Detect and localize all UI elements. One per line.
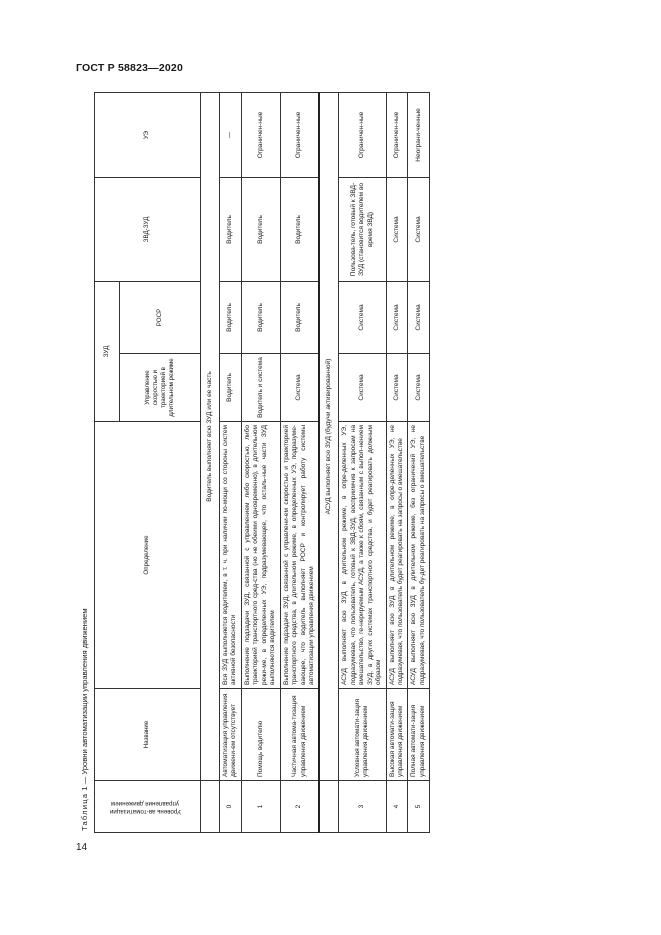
section-spacer	[319, 781, 339, 833]
col-header-ue: УЭ	[95, 92, 201, 177]
cell-definition: Выполнение подзадачи ЗУД, связанной с управлением либо скоростью, либо траекторией транспортного сред-ства (но не обеими одновременно), в длительном режи-ме, в определенных УЭ, подразумевающее, что осталь-ные части ЗУД выполняются водителем	[241, 422, 280, 689]
table-row	[220, 92, 242, 832]
cell-name: Высокая автомати-зация управления движением	[386, 689, 408, 781]
cell-name: Полная автомати-зация управления движением	[408, 689, 430, 781]
cell-zvd: Водитель	[280, 177, 319, 281]
col-header-zud-control: Управление скоростью и траекторией в длительном режиме	[120, 354, 201, 422]
cell-rosr: Система	[386, 281, 408, 353]
cell-zvd: Водитель	[241, 177, 280, 281]
cell-level: 1	[241, 781, 280, 833]
cell-level: 0	[220, 781, 242, 833]
col-header-definition: Определение	[95, 422, 201, 689]
header-row-1	[95, 92, 120, 832]
cell-level: 2	[280, 781, 319, 833]
cell-name: Частичная автома-тизация управления движением	[280, 689, 319, 781]
cell-ue: Ограничен-ные	[241, 92, 280, 177]
cell-rosr: Система	[408, 281, 430, 353]
cell-rosr: Водитель	[220, 281, 242, 353]
cell-zvd: Водитель	[220, 177, 242, 281]
cell-level: 3	[339, 781, 386, 833]
cell-ue: —	[220, 92, 242, 177]
cell-rosr: Система	[339, 281, 386, 353]
section-row-asud	[319, 92, 339, 832]
cell-control: Система	[386, 354, 408, 422]
automation-levels-table	[94, 92, 430, 833]
cell-definition: АСУД выполняет всю ЗУД в длительном режиме, в опре-деленных УЭ, подразумевая, что пользователь, готовый к ЗВД-ЗУД, восприимчив к запросам на вмешательство, ге-нерируемым АСУД, а также к сбоям, связанным с выпол-нением ЗУД, в других системах транспортного средства, и будет реагировать должным образом	[339, 422, 386, 689]
table-caption	[76, 93, 94, 833]
cell-control: Водитель и система	[241, 354, 280, 422]
cell-name: Условная автомати-зация управления движением	[339, 689, 386, 781]
table-container	[76, 93, 576, 833]
col-header-zud: ЗУД	[95, 281, 120, 421]
cell-zvd: Система	[386, 177, 408, 281]
table-row	[408, 92, 430, 832]
section-label-driver: Водитель выполняет всю ЗУД или ее часть	[201, 92, 220, 780]
cell-level: 5	[408, 781, 430, 833]
cell-control: Водитель	[220, 354, 242, 422]
col-header-name: Название	[95, 689, 201, 781]
section-spacer	[201, 781, 220, 833]
col-header-level-label: Уровень ав-томатизации управления движением	[110, 799, 182, 815]
cell-control: Система	[339, 354, 386, 422]
cell-level: 4	[386, 781, 408, 833]
cell-ue: Ограничен-ные	[339, 92, 386, 177]
rotated-table-area	[76, 93, 576, 833]
section-row-driver	[201, 92, 220, 832]
section-label-asud: АСУД выполняет всю ЗУД (будучи активированной)	[319, 92, 339, 780]
col-header-level	[95, 781, 201, 833]
cell-definition: Выполнение подзадачи ЗУД, связанной с управлени-ем скоростью и траекторией транспортного средства, в длительном режиме, в определенных УЭ, подразуме-вающее, что водитель выполняет РОСР и контролирует работу системы автоматизации управления движением	[280, 422, 319, 689]
cell-control: Система	[408, 354, 430, 422]
cell-name: Автоматизация управления движени-ем отсутствует	[220, 689, 242, 781]
cell-name: Помощь водителю	[241, 689, 280, 781]
caption-text: 1 — Уровни автоматизации управления движением	[80, 608, 89, 791]
cell-definition: АСУД выполняет всю ЗУД в длительном режиме, в опре-деленных УЭ, не подразумевая, что пользователь будет реагировать на запросы о вмешательстве	[386, 422, 408, 689]
caption-prefix: Таблица	[80, 792, 89, 831]
table-row	[339, 92, 386, 832]
page-number: 14	[76, 842, 88, 853]
cell-definition: Вся ЗУД выполняется водителем, в т. ч. при наличии по-мощи со стороны систем активной безопасности	[220, 422, 242, 689]
document-header: ГОСТ Р 58823—2020	[76, 62, 184, 74]
cell-definition: АСУД выполняет всю ЗУД в длительном режиме, без ограничений УЭ, не подразумевая, что пользователь бу-дет реагировать на запросы о вмешательстве	[408, 422, 430, 689]
cell-control: Система	[280, 354, 319, 422]
cell-ue: Ограничен-ные	[280, 92, 319, 177]
cell-zvd: Пользова-тель, готовый к ЗВД-ЗУД (становится водителем во время ЗВД)	[339, 177, 386, 281]
cell-rosr: Водитель	[241, 281, 280, 353]
table-row	[280, 92, 319, 832]
cell-zvd: Система	[408, 177, 430, 281]
col-header-zvd: ЗВД-ЗУД	[95, 177, 201, 281]
table-row	[386, 92, 408, 832]
table-row	[241, 92, 280, 832]
cell-rosr: Водитель	[280, 281, 319, 353]
cell-ue: Ограничен-ные	[386, 92, 408, 177]
col-header-zud-rosr: РОСР	[120, 281, 201, 353]
cell-ue: Неограни-ченные	[408, 92, 430, 177]
